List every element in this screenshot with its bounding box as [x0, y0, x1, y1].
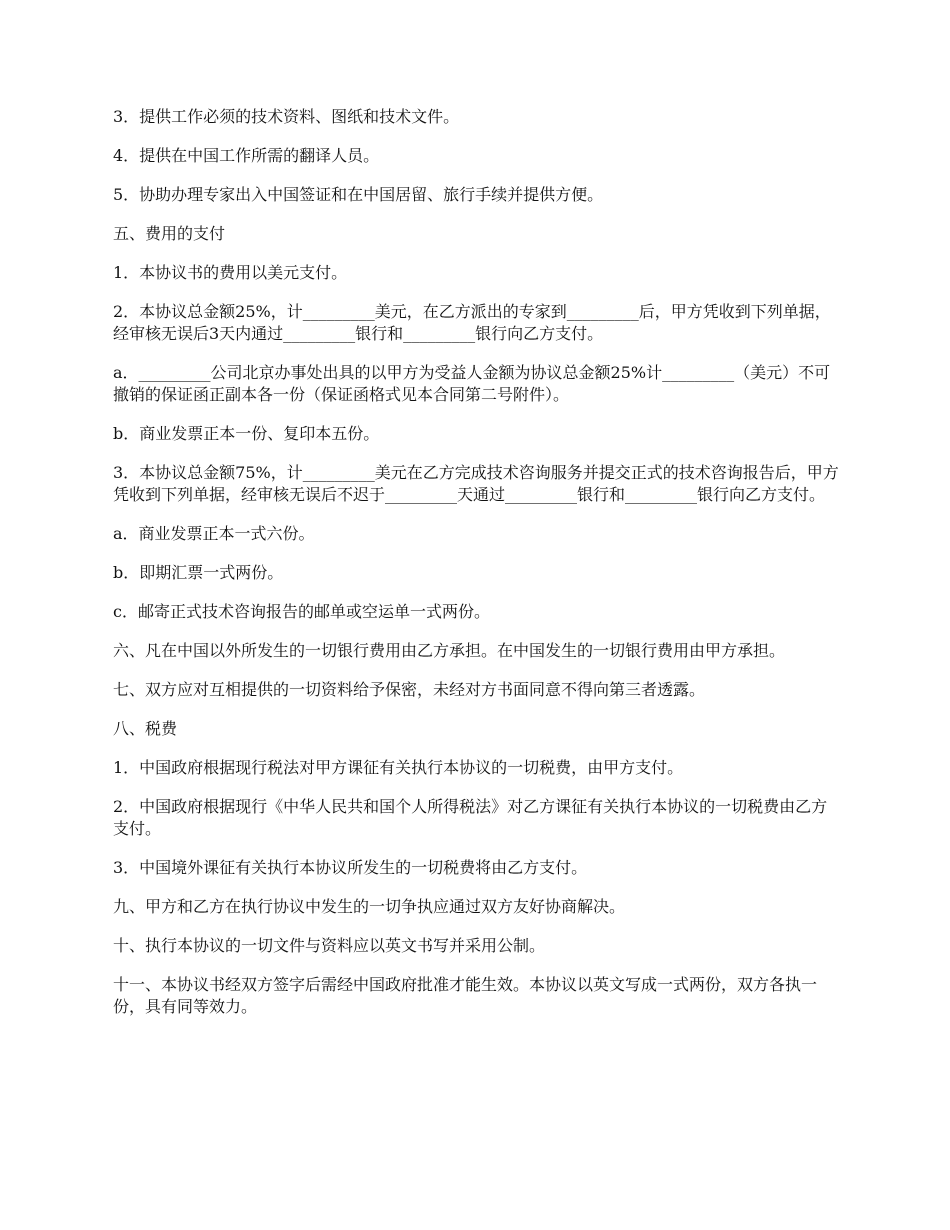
paragraph-air-waybill: c．邮寄正式技术咨询报告的邮单或空运单一式两份。 [113, 602, 490, 621]
section-language-and-units: 十、执行本协议的一切文件与资料应以英文书写并采用公制。 [113, 936, 546, 955]
paragraph-tax-party-b: 2．中国政府根据现行《中华人民共和国个人所得税法》对乙方课征有关执行本协议的一切税费由乙方支付。 [113, 797, 828, 838]
paragraph-guarantee-letter: a．_________公司北京办事处出具的以甲方为受益人金额为协议总金额25%计_________（美元）不可撤销的保证函正副本各一份（保证函格式见本合同第二号附件）。 [113, 363, 831, 404]
section-dispute-resolution: 九、甲方和乙方在执行协议中发生的一切争执应通过双方友好协商解决。 [113, 897, 626, 916]
paragraph-provide-technical-documents: 3．提供工作必须的技术资料、图纸和技术文件。 [113, 107, 460, 126]
paragraph-tax-overseas: 3．中国境外课征有关执行本协议所发生的一切税费将由乙方支付。 [113, 858, 588, 877]
paragraph-provide-translators: 4．提供在中国工作所需的翻译人员。 [113, 146, 380, 165]
section-confidentiality: 七、双方应对互相提供的一切资料给予保密，未经对方书面同意不得向第三者透露。 [113, 680, 706, 699]
section-heading-payment: 五、费用的支付 [113, 224, 226, 243]
document-page [113, 106, 840, 1035]
paragraph-sight-draft: b．即期汇票一式两份。 [113, 563, 284, 582]
paragraph-commercial-invoice-six: a．商业发票正本一式六份。 [113, 524, 315, 543]
section-effectiveness: 十一、本协议书经双方签字后需经中国政府批准才能生效。本协议以英文写成一式两份，双方各执一份，具有同等效力。 [113, 975, 818, 1016]
paragraph-visa-assistance: 5．协助办理专家出入中国签证和在中国居留、旅行手续并提供方便。 [113, 185, 604, 204]
paragraph-commercial-invoice-first: b．商业发票正本一份、复印本五份。 [113, 424, 380, 443]
paragraph-payment-currency: 1．本协议书的费用以美元支付。 [113, 263, 348, 282]
paragraph-tax-party-a: 1．中国政府根据现行税法对甲方课征有关执行本协议的一切税费，由甲方支付。 [113, 758, 684, 777]
section-bank-charges: 六、凡在中国以外所发生的一切银行费用由乙方承担。在中国发生的一切银行费用由甲方承担。 [113, 641, 786, 660]
paragraph-payment-75-percent: 3．本协议总金额75%，计_________美元在乙方完成技术咨询服务并提交正式的技术咨询报告后，甲方凭收到下列单据，经审核无误后不迟于_________天通过_________银行和_________银行向乙方支付。 [113, 463, 839, 504]
paragraph-payment-25-percent: 2．本协议总金额25%，计_________美元，在乙方派出的专家到_________后，甲方凭收到下列单据，经审核无误后3天内通过_________银行和_________银行向乙方支付。 [113, 302, 831, 343]
section-heading-taxes: 八、税费 [113, 719, 178, 738]
